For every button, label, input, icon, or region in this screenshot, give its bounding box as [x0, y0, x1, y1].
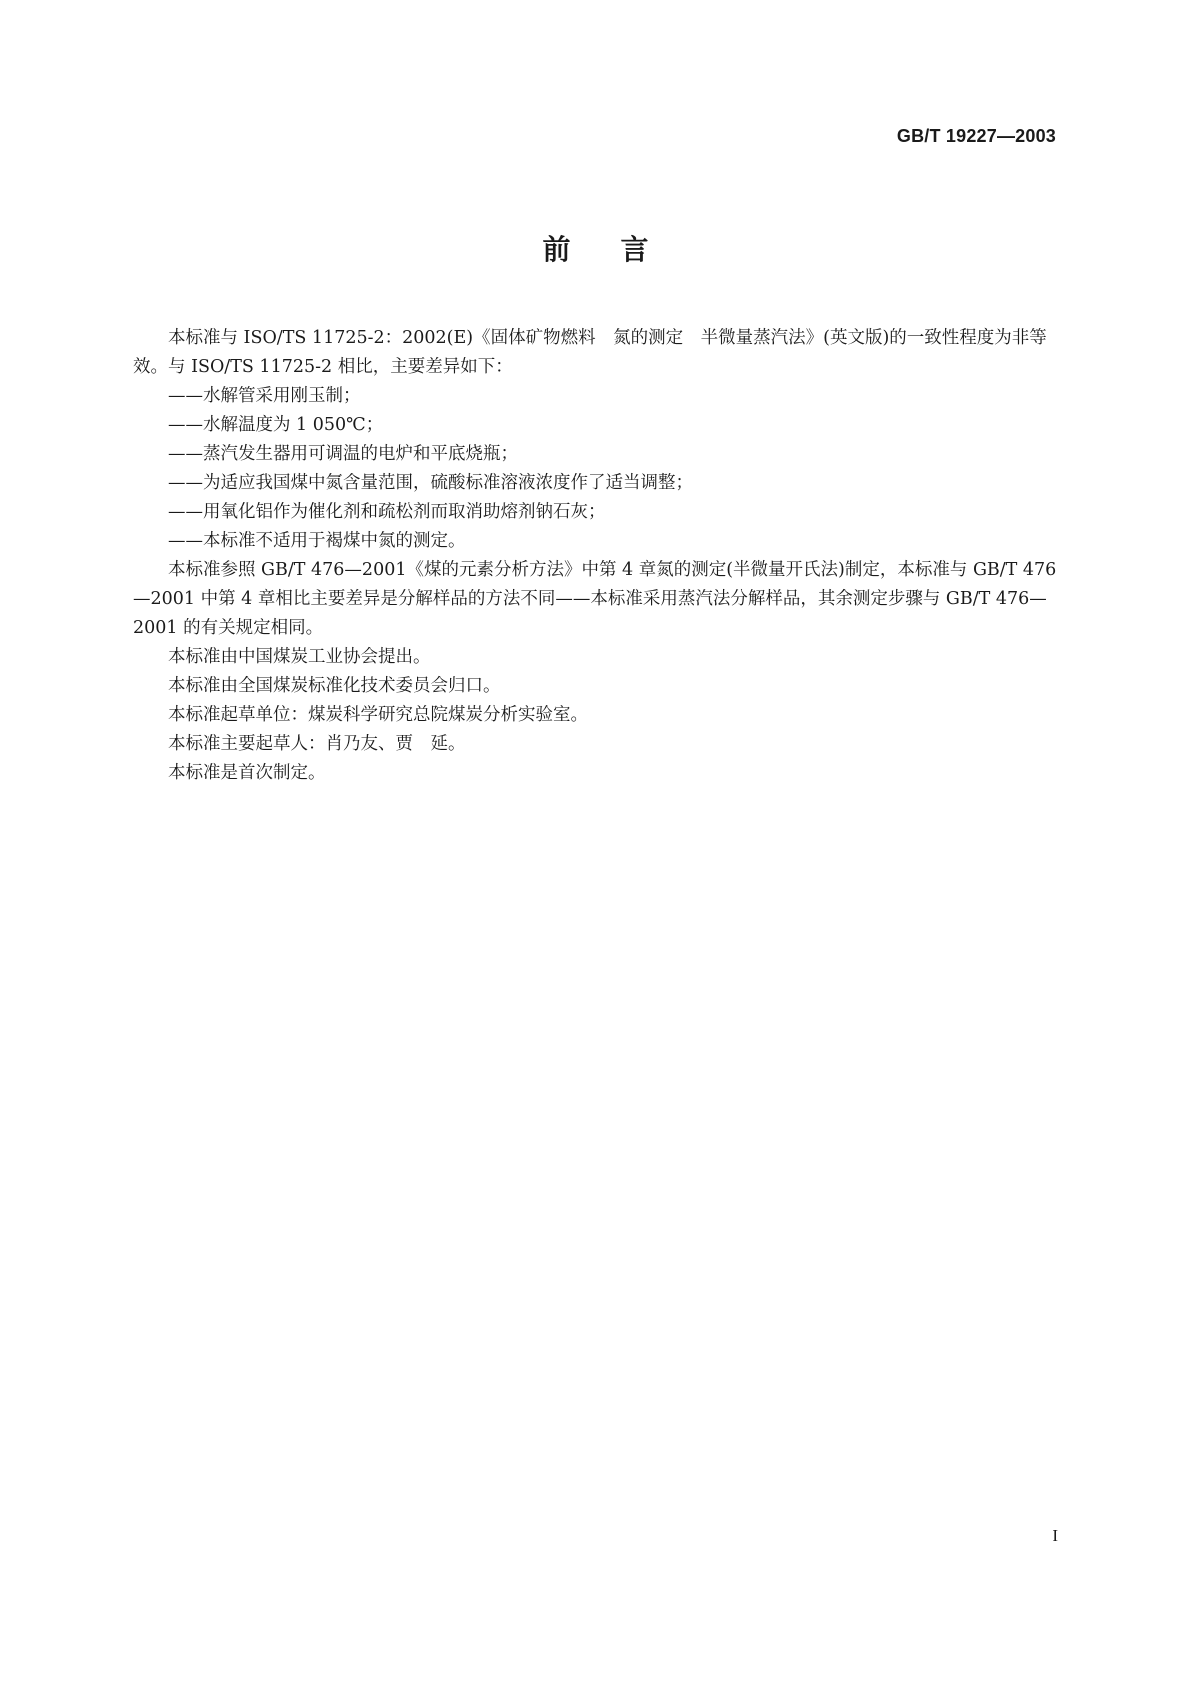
page-number: I — [1052, 1526, 1058, 1545]
list-item: ——为适应我国煤中氮含量范围，硫酸标准溶液浓度作了适当调整； — [168, 473, 693, 493]
list-item: ——蒸汽发生器用可调温的电炉和平底烧瓶； — [168, 444, 518, 464]
drafting-unit-paragraph: 本标准起草单位：煤炭科学研究总院煤炭分析实验室。 — [168, 705, 588, 725]
intro-paragraph: 本标准与 ISO/TS 11725-2：2002(E)《固体矿物燃料 氮的测定 半微量蒸汽法》(英文版)的一致性程度为非等效。与 ISO/TS 11725-2 相比，主要差异如下： — [133, 328, 1047, 377]
list-item: ——水解管采用刚玉制； — [168, 386, 361, 406]
proposer-paragraph: 本标准由中国煤炭工业协会提出。 — [168, 647, 431, 667]
centralized-paragraph: 本标准由全国煤炭标准化技术委员会归口。 — [168, 676, 501, 696]
list-item: ——用氧化铝作为催化剂和疏松剂而取消助熔剂钠石灰； — [168, 502, 606, 522]
page-title: 前言 — [542, 233, 699, 266]
first-edition-paragraph: 本标准是首次制定。 — [168, 763, 326, 783]
list-item: ——本标准不适用于褐煤中氮的测定。 — [168, 531, 466, 551]
list-item: ——水解温度为 1 050℃； — [168, 415, 384, 435]
foreword-body — [133, 324, 1058, 788]
reference-paragraph: 本标准参照 GB/T 476—2001《煤的元素分析方法》中第 4 章氮的测定(半微量开氏法)制定，本标准与 GB/T 476—2001 中第 4 章相比主要差异是分解样品的方法不同——本标准采用蒸汽法分解样品，其余测定步骤与 GB/T 476—2001 的有关规定相同。 — [133, 560, 1057, 638]
differences-list — [133, 382, 1058, 556]
standard-number: GB/T 19227—2003 — [896, 126, 1056, 146]
drafters-paragraph: 本标准主要起草人：肖乃友、贾 延。 — [168, 734, 466, 754]
